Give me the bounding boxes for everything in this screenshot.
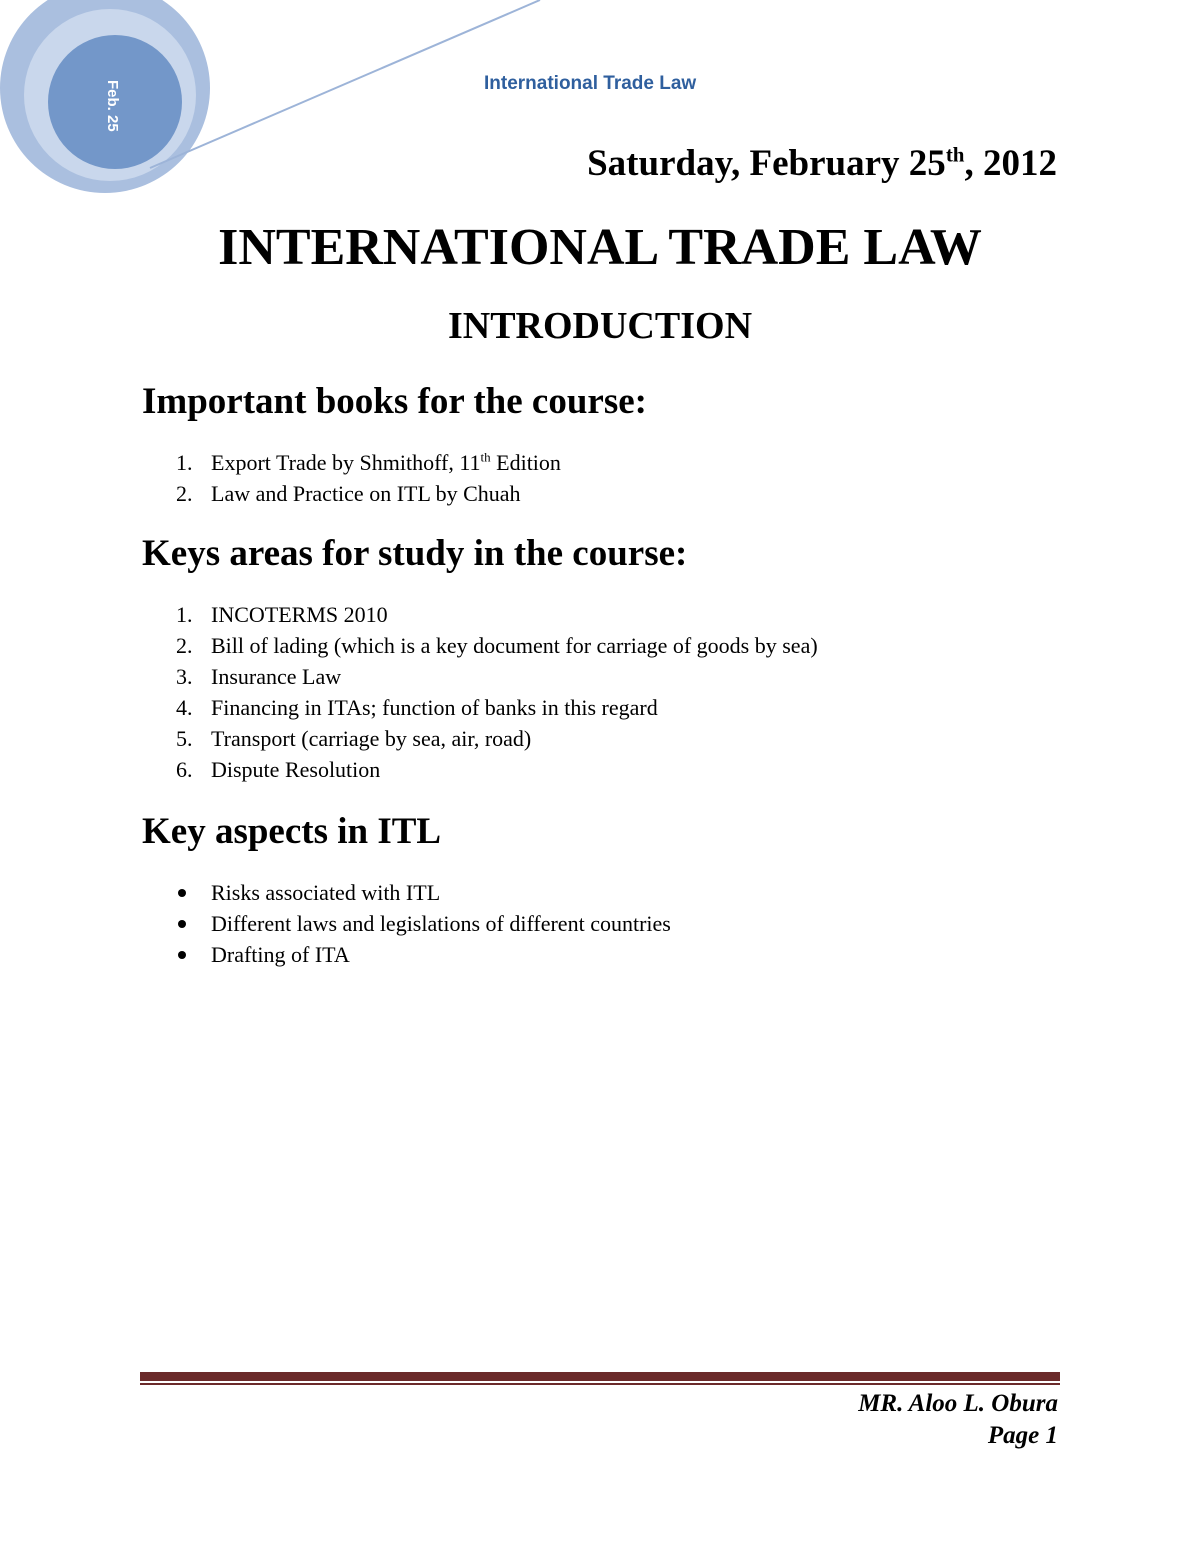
header-tab-label: Feb. 25 <box>104 80 121 132</box>
list-item: Drafting of ITA <box>168 939 671 970</box>
key-areas-list <box>168 599 818 785</box>
running-header: International Trade Law <box>484 73 697 94</box>
document-title: INTERNATIONAL TRADE LAW <box>218 219 982 276</box>
list-item: 1. INCOTERMS 2010 <box>176 602 388 627</box>
list-item: 6. Dispute Resolution <box>176 757 381 782</box>
list-item: 3. Insurance Law <box>176 664 342 689</box>
footer-divider-thin <box>140 1383 1060 1385</box>
list-item: Different laws and legislations of different countries <box>168 908 671 939</box>
lecture-date: Saturday, February 25th, 2012 <box>587 142 1057 184</box>
page-number: Page 1 <box>987 1422 1058 1449</box>
section-heading-key-aspects: Key aspects in ITL <box>142 811 442 852</box>
footer-divider <box>140 1372 1060 1381</box>
section-heading-books: Important books for the course: <box>142 381 647 422</box>
list-item: 1. Export Trade by Shmithoff, 11th Edition <box>176 449 561 475</box>
list-item: Risks associated with ITL <box>168 877 671 908</box>
list-item: 5. Transport (carriage by sea, air, road) <box>176 726 532 751</box>
bullet-icon <box>178 889 186 897</box>
books-list <box>168 447 561 509</box>
bullet-icon <box>178 920 186 928</box>
list-item: 4. Financing in ITAs; function of banks in this regard <box>176 695 658 720</box>
list-item: 2. Law and Practice on ITL by Chuah <box>176 481 521 506</box>
key-aspects-list <box>168 877 671 970</box>
footer-author: MR. Aloo L. Obura <box>858 1390 1058 1417</box>
section-heading-key-areas: Keys areas for study in the course: <box>142 533 688 574</box>
list-item: 2. Bill of lading (which is a key document for carriage of goods by sea) <box>176 633 818 658</box>
corner-decoration <box>0 0 560 200</box>
document-subtitle: INTRODUCTION <box>447 305 753 347</box>
bullet-icon <box>178 951 186 959</box>
